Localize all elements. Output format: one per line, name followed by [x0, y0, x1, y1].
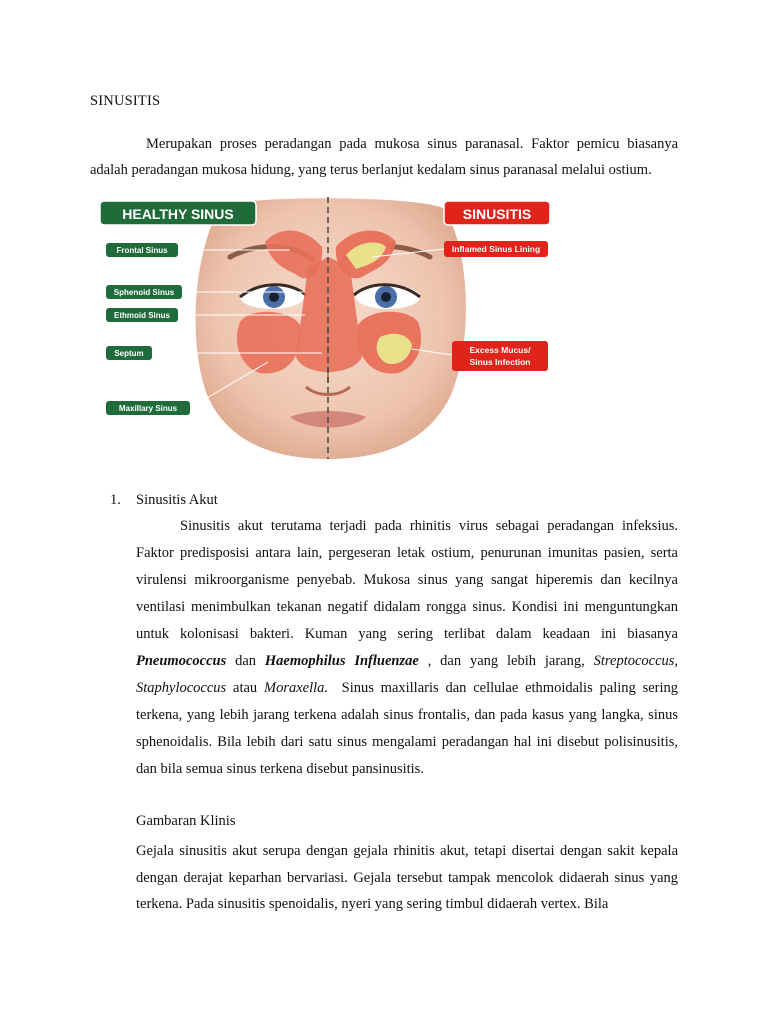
svg-text:Septum: Septum — [114, 349, 144, 358]
section-paragraph: Sinusitis akut terutama terjadi pada rhinitis virus sebagai peradangan infeksius. Faktor predisposisi antara lain, pergeseran letak ostium, penurunan imunitas pasien, serta virulensi mikroorganisme penyebab. Mukosa sinus yang sangat hiperemis dan kecilnya ventilasi menimbulkan tekanan negatif didalam rongga sinus. Kondisi ini menguntungkan untuk kolonisasi bakteri. Kuman yang sering terlibat dalam keadaan ini biasanya Pneumococcus dan Haemophilus Influenzae , dan yang lebih jarang, Streptococcus, Staphylococcus atau Moraxella. Sinus maxillaris dan cellulae ethmoidalis paling sering terkena, yang lebih jarang terkena adalah sinus frontalis, dan pada kasus yang langka, sinus sphenoidalis. Bila lebih dari satu sinus mengalami peradangan hal ini disebut polisinusitis, dan bila semua sinus terkena disebut pansinusitis. — [136, 518, 679, 777]
healthy-header-text: HEALTHY SINUS — [122, 206, 234, 222]
section-heading: Sinusitis Akut — [136, 492, 218, 508]
svg-text:Maxillary Sinus: Maxillary Sinus — [118, 404, 178, 413]
organism-haemophilus: Haemophilus Influenzae — [264, 653, 419, 669]
organism-strep-staph: Streptococcus, Staphylococcus — [136, 653, 679, 696]
svg-text:Inflamed Sinus Lining: Inflamed Sinus Lining — [451, 244, 541, 254]
svg-text:Sinus Infection: Sinus Infection — [469, 357, 531, 367]
clinical-paragraph: Gejala sinusitis akut serupa dengan gejala rhinitis akut, tetapi disertai dengan sakit kepala dengan derajat keparhan bervariasi. Gejala tersebut tampak mencolok didaerah sinus yang terkena. Pada sinusitis spenoidalis, nyeri yang sering timbul didaerah vertex. Bila — [136, 843, 678, 912]
section-number: 1. — [110, 492, 121, 508]
healthy-header — [100, 201, 256, 225]
sinus-illustration — [100, 197, 552, 459]
svg-text:Ethmoid Sinus: Ethmoid Sinus — [114, 311, 170, 320]
intro-text: Merupakan proses peradangan pada mukosa sinus paranasal. Faktor pemicu biasanya adalah peradangan mukosa hidung, yang terus berlanjut kedalam sinus paranasal melalui ostium. — [90, 136, 678, 178]
section-sinusitis-akut — [110, 492, 678, 783]
svg-text:Excess Mucus/: Excess Mucus/ — [469, 345, 531, 355]
clinical-heading: Gambaran Klinis — [136, 813, 236, 829]
svg-text:Sphenoid Sinus: Sphenoid Sinus — [113, 288, 175, 297]
organism-moraxella: Moraxella. — [263, 680, 329, 696]
intro-paragraph — [90, 131, 678, 183]
sinusitis-header — [444, 201, 550, 225]
organism-pneumococcus: Pneumococcus — [136, 653, 227, 669]
sinusitis-header-text: SINUSITIS — [462, 206, 532, 222]
svg-text:Frontal Sinus: Frontal Sinus — [116, 246, 168, 255]
document-title: SINUSITIS — [90, 93, 161, 109]
